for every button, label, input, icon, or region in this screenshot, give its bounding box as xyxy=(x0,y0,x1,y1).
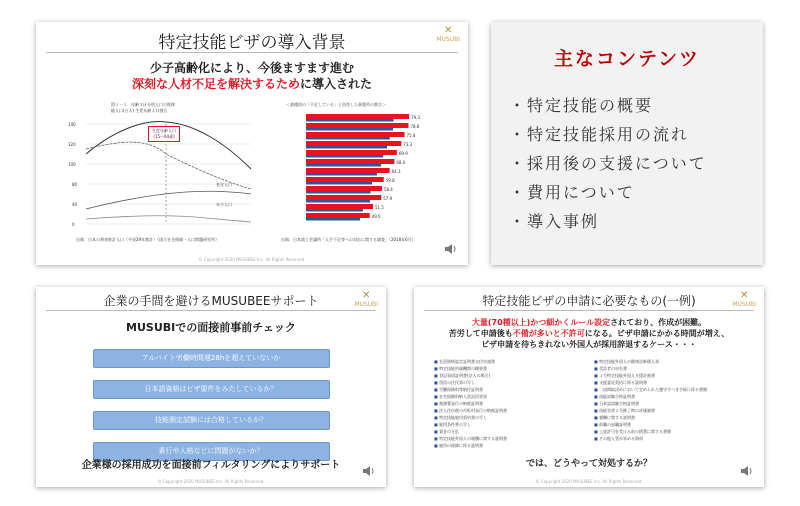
slide1-copyright: © Copyright 2020 MUSUBEE Inc. All Rights Reserved. xyxy=(198,257,306,262)
shortage-bar-prev xyxy=(306,209,363,212)
contents-item: ・ 費用について xyxy=(509,180,763,209)
svg-text:0: 0 xyxy=(72,222,75,227)
document-item: ■ 雇用条件書の写し xyxy=(434,421,507,428)
shortage-bar-chart xyxy=(266,102,456,242)
elderly-label: 老年人口 xyxy=(216,182,232,187)
shortage-chart-title: ＜業種別の「不足している」と回答した事業所の割合＞ xyxy=(286,102,386,107)
population-chart-title: 図１－１ 年齢３区分別人口の推移 xyxy=(111,102,175,107)
shortage-bar-label: 69.9 xyxy=(398,151,408,156)
documents-left-column xyxy=(434,358,507,449)
musubi-logo: ✕ MUSUBI xyxy=(436,25,460,43)
document-item: ■ 特定技能雇用契約書の写し xyxy=(434,414,507,421)
contents-item: ・ 特定技能の概要 xyxy=(509,93,763,122)
document-item: ■ 登記事項証明書(法人の場合) xyxy=(434,372,507,379)
slide3-copyright: © Copyright 2020 MUSUBEE Inc. All Rights Reserved. xyxy=(157,479,265,484)
document-item: ■ 技能実習２号修了時の評価調書 xyxy=(594,407,707,414)
slide1-title: 特定技能ビザの導入背景 xyxy=(46,22,458,53)
slide4-title: 特定技能ビザの申請に必要なもの(一例) xyxy=(424,287,754,311)
document-item: ■ 前職の退職証明書 xyxy=(594,421,707,428)
logo-mark-icon: ✕ xyxy=(739,290,749,301)
precheck-heading: MUSUBIでの面接前事前チェック xyxy=(126,321,296,334)
document-item: ■ 特定技能所属機関の概要書 xyxy=(434,365,507,372)
document-item: ■ その他入管が求める資料 xyxy=(594,435,707,442)
source-right: 出典：日本商工会議所「人手不足等への対応に関する調査」（2018年6月） xyxy=(281,237,416,242)
document-item: ■ 労働保険料等納付証明書 xyxy=(434,386,507,393)
shortage-bar-label: 59.8 xyxy=(385,178,395,183)
document-item: ■ 雇用の経緯に係る説明書 xyxy=(434,442,507,449)
contents-title: 主なコンテンツ xyxy=(553,48,701,70)
shortage-bar-prev xyxy=(306,173,377,176)
source-left: 出典：日本の将来推計人口（平成29年推計）（国立社会保障・人口問題研究所） xyxy=(76,237,220,242)
shortage-bar-prev xyxy=(306,218,360,221)
youth-label: 年少人口 xyxy=(216,202,232,207)
slide3-title: 企業の手間を避けるMUSUBEEサポート xyxy=(46,287,376,311)
document-item: ■ 在留資格認定証明書交付申請書 xyxy=(434,358,507,365)
shortage-bar-label: 57.9 xyxy=(383,196,393,201)
document-item: ■ 役員の住民票の写し xyxy=(434,379,507,386)
document-item: ■ 報酬に関する説明書 xyxy=(594,414,707,421)
shortage-bar-label: 64.3 xyxy=(391,169,401,174)
document-item: ■ 上陸許可を受ける前の措置に関する書類 xyxy=(594,428,707,435)
slide-musubee-support[interactable] xyxy=(36,287,386,487)
document-item: ■ 賃金の支払 xyxy=(434,428,507,435)
shortage-bar xyxy=(306,159,394,164)
shortage-bar xyxy=(306,168,390,173)
shortage-bar-prev xyxy=(306,137,390,140)
document-item: ■ 支援委託契約に係る説明書 xyxy=(594,379,707,386)
contents-list xyxy=(509,93,763,238)
shortage-bar-label: 58.4 xyxy=(383,187,393,192)
shortage-bar-label: 79.3 xyxy=(411,115,420,120)
speaker-icon[interactable] xyxy=(444,243,458,255)
slide4-copyright: © Copyright 2020 MUSUBEE Inc. All Rights Reserved. xyxy=(535,479,643,484)
shortage-bar-prev xyxy=(306,164,381,167)
shortage-bar xyxy=(306,177,384,182)
document-item: ■ 法人住民税の市町村発行の納税証明書 xyxy=(434,407,507,414)
speaker-icon[interactable] xyxy=(362,465,376,477)
shortage-bar xyxy=(306,213,370,218)
document-item: ■ 税務署発行の納税証明書 xyxy=(434,400,507,407)
svg-text:140: 140 xyxy=(68,122,76,127)
check-item: アルバイト労働時間週28hを超えていないか xyxy=(93,349,330,368)
contents-item: ・ 採用後の支援について xyxy=(509,151,763,180)
document-item: ■ 受診者の申告書 xyxy=(594,365,707,372)
shortage-bar xyxy=(306,123,408,128)
document-item: ■ 技能試験合格証明書 xyxy=(594,393,707,400)
shortage-bar-prev xyxy=(306,182,372,185)
shortage-bar xyxy=(306,186,382,191)
document-item: ■ １号特定技能外国人支援計画書 xyxy=(594,372,707,379)
svg-text:120: 120 xyxy=(68,142,76,147)
document-item: ■ 二国間取決めにおいて定められた遵守すべき手続に係る書類 xyxy=(594,386,707,393)
shortage-bar xyxy=(306,114,409,119)
shortage-bar xyxy=(306,150,397,155)
check-item: 技能測定試験には合格しているか？ xyxy=(93,411,330,430)
slide4-subtitle: 大量(70種以上)かつ細かくルール設定されており、作成が困難。 苦労して申請後も不備が多いと不許可になる。ビザ申請にかかる時間が増え、 ビザ申請を待ちきれない外国人が採用辞退するケース・・・ xyxy=(448,318,730,349)
document-item: ■ 社会保険料納入状況回答票 xyxy=(434,393,507,400)
slide-visa-documents[interactable] xyxy=(414,287,764,487)
legend-ratio: 生産年齢人口割合 xyxy=(135,108,168,113)
shortage-bar-label: 75.8 xyxy=(406,133,416,138)
svg-text:80: 80 xyxy=(72,182,78,187)
musubi-logo: ✕ MUSUBI xyxy=(354,290,378,308)
contents-item: ・ 特定技能採用の流れ xyxy=(509,122,763,151)
slide-visa-background[interactable] xyxy=(36,22,468,265)
slide-main-contents[interactable] xyxy=(491,22,763,265)
shortage-bar-prev xyxy=(306,191,371,194)
shortage-bar-prev xyxy=(306,128,393,131)
documents-right-column xyxy=(594,358,707,442)
population-chart xyxy=(66,102,256,242)
shortage-bar-prev xyxy=(306,200,370,203)
svg-text:40: 40 xyxy=(72,202,78,207)
check-item: 素行や人格などに問題がないか？ xyxy=(93,442,330,461)
shortage-bar-prev xyxy=(306,146,387,149)
legend-total: 総人口(万人) xyxy=(111,108,135,113)
shortage-bar-label: 51.5 xyxy=(374,205,384,210)
shortage-bar-label: 68.0 xyxy=(396,160,406,165)
shortage-bar-label: 49.0 xyxy=(371,214,381,219)
document-item: ■ 日本語試験合格証明書 xyxy=(594,400,707,407)
working-age-box: 生産年齢人口 (15〜64歳) xyxy=(148,126,180,142)
slide4-footer: では、どうやって対処するか？ xyxy=(525,459,652,469)
slide3-footer: 企業様の採用成功を面接前フィルタリングによりサポート xyxy=(81,460,341,471)
shortage-bar-prev xyxy=(306,155,383,158)
slide1-subtitle: 少子高齢化により、今後ますます進む 深刻な人材不足を解決するために導入された xyxy=(131,61,373,91)
shortage-bar-prev xyxy=(306,119,394,122)
musubi-logo: ✕ MUSUBI xyxy=(732,290,756,308)
shortage-bar xyxy=(306,195,381,200)
check-item: 日本語資格はビザ要件をみたしているか？ xyxy=(93,380,330,399)
shortage-bar-label: 78.8 xyxy=(410,124,420,129)
contents-item: ・ 導入事例 xyxy=(509,209,763,238)
shortage-bars-svg xyxy=(266,108,456,228)
shortage-bar xyxy=(306,204,373,209)
document-item: ■ 特定技能外国人の報酬に関する説明書 xyxy=(434,435,507,442)
svg-text:100: 100 xyxy=(68,162,76,167)
shortage-bar xyxy=(306,141,401,146)
shortage-bar xyxy=(306,132,405,137)
logo-mark-icon: ✕ xyxy=(443,25,453,36)
document-item: ■ 特定技能外国人の健康診断個人票 xyxy=(594,358,707,365)
shortage-bar-label: 73.3 xyxy=(403,142,413,147)
speaker-icon[interactable] xyxy=(740,465,754,477)
logo-mark-icon: ✕ xyxy=(361,290,371,301)
